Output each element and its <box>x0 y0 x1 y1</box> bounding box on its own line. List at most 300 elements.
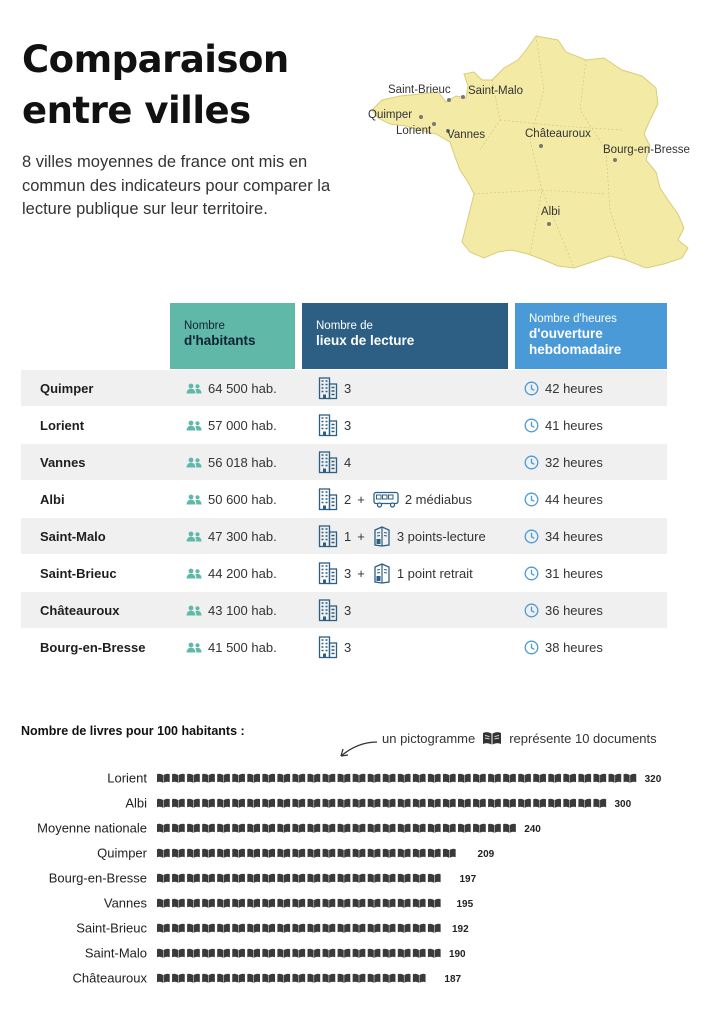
book-pictogram <box>202 899 215 908</box>
book-pictogram <box>443 824 456 833</box>
book-pictogram <box>338 949 351 958</box>
book-pictogram <box>518 774 531 783</box>
book-pictogram <box>368 924 381 933</box>
book-box-icon <box>373 562 391 584</box>
book-pictogram <box>157 824 170 833</box>
book-pictogram <box>232 924 245 933</box>
bus-icon <box>373 491 399 508</box>
plus-sign: + <box>357 565 365 581</box>
value-label: 209 <box>477 849 495 860</box>
pictogram-bar <box>157 774 636 783</box>
building-icon <box>318 598 338 622</box>
lieux-value: 3 <box>344 417 352 433</box>
city-label: Albi <box>541 206 561 218</box>
book-pictogram <box>443 899 456 908</box>
book-pictogram <box>353 824 366 833</box>
curved-arrow-icon <box>333 738 379 762</box>
habitants-cell <box>186 518 277 554</box>
book-pictogram <box>262 899 275 908</box>
book-pictogram <box>217 874 230 883</box>
book-pictogram <box>383 824 396 833</box>
book-pictogram <box>232 824 245 833</box>
header-lieux <box>302 303 508 369</box>
habitants-value: 50 600 hab. <box>208 491 277 507</box>
book-pictogram <box>157 799 170 808</box>
book-pictogram <box>428 799 441 808</box>
people-icon <box>186 420 202 431</box>
city-name: Albi <box>40 491 65 507</box>
book-pictogram <box>443 849 456 858</box>
book-pictogram <box>353 774 366 783</box>
table-row <box>21 555 667 591</box>
table-row <box>21 518 667 554</box>
clock-icon <box>524 381 539 396</box>
book-pictogram <box>368 874 381 883</box>
lieux-cell <box>318 407 351 443</box>
book-pictogram <box>277 924 290 933</box>
book-pictogram <box>548 774 561 783</box>
clock-icon <box>524 640 539 655</box>
book-pictogram <box>172 799 185 808</box>
habitants-value: 56 018 hab. <box>208 454 277 470</box>
legend-text-before: un pictogramme <box>382 730 476 746</box>
category-label: Lorient <box>107 770 147 786</box>
book-pictogram <box>383 874 396 883</box>
header-habitants <box>170 303 295 369</box>
book-box-icon <box>373 525 391 547</box>
habitants-cell <box>186 592 277 628</box>
book-pictogram <box>157 849 170 858</box>
book-pictogram <box>473 774 486 783</box>
habitants-cell <box>186 444 277 480</box>
heures-value: 34 heures <box>545 528 603 544</box>
book-pictogram <box>292 899 305 908</box>
book-pictogram <box>368 974 381 983</box>
table-row <box>21 407 667 443</box>
book-pictogram <box>292 874 305 883</box>
book-pictogram <box>488 824 501 833</box>
book-pictogram <box>353 924 366 933</box>
habitants-value: 44 200 hab. <box>208 565 277 581</box>
book-pictogram <box>262 949 275 958</box>
habitants-cell <box>186 555 277 591</box>
book-pictogram <box>308 799 321 808</box>
book-pictogram <box>247 874 260 883</box>
lieux-cell <box>318 592 351 628</box>
book-pictogram <box>338 874 351 883</box>
value-label: 197 <box>459 874 477 885</box>
book-pictogram <box>353 949 366 958</box>
lieux-value: 3 <box>344 380 352 396</box>
book-pictogram <box>383 949 396 958</box>
book-pictogram <box>323 899 336 908</box>
book-pictogram <box>563 774 576 783</box>
book-pictogram <box>323 924 336 933</box>
book-pictogram <box>172 974 185 983</box>
city-label: Saint-Malo <box>468 85 523 97</box>
value-label: 300 <box>614 799 632 810</box>
book-pictogram <box>503 824 516 833</box>
book-pictogram <box>172 824 185 833</box>
book-pictogram <box>593 774 606 783</box>
lieux-value: 1 <box>344 528 352 544</box>
book-pictogram <box>172 899 185 908</box>
value-label: 320 <box>644 774 662 785</box>
book-pictogram <box>157 949 170 958</box>
book-pictogram <box>232 899 245 908</box>
city-dot <box>419 115 423 119</box>
habitants-cell <box>186 370 277 406</box>
book-pictogram <box>217 849 230 858</box>
book-pictogram <box>413 874 426 883</box>
book-pictogram <box>353 899 366 908</box>
book-pictogram <box>533 799 546 808</box>
book-pictogram <box>398 899 411 908</box>
book-pictogram <box>262 849 275 858</box>
city-name: Saint-Brieuc <box>40 565 117 581</box>
book-pictogram <box>624 774 637 783</box>
book-pictogram <box>202 849 215 858</box>
people-icon <box>186 494 202 505</box>
pictogram-bar <box>157 849 471 858</box>
book-pictogram <box>338 799 351 808</box>
book-pictogram <box>338 774 351 783</box>
heures-value: 41 heures <box>545 417 603 433</box>
category-label: Moyenne nationale <box>37 820 147 836</box>
book-pictogram <box>323 824 336 833</box>
book-pictogram <box>247 924 260 933</box>
building-icon <box>318 450 338 474</box>
heures-cell <box>524 407 603 443</box>
city-dot <box>432 122 436 126</box>
book-pictogram <box>353 974 366 983</box>
value-label: 240 <box>524 824 541 835</box>
book-pictogram <box>428 824 441 833</box>
building-icon <box>318 413 338 437</box>
heures-value: 42 heures <box>545 380 603 396</box>
pictogram-bar <box>157 899 456 908</box>
book-pictogram <box>187 849 200 858</box>
book-pictogram <box>187 974 200 983</box>
book-pictogram <box>262 799 275 808</box>
extra-lieux-label: 2 médiabus <box>404 491 473 507</box>
city-name: Quimper <box>40 380 94 396</box>
building-icon <box>318 524 338 548</box>
book-pictogram <box>398 974 411 983</box>
book-pictogram <box>503 799 516 808</box>
book-pictogram <box>323 849 336 858</box>
habitants-value: 47 300 hab. <box>208 528 277 544</box>
extra-lieux-label: 1 point retrait <box>396 565 473 581</box>
category-label: Saint-Malo <box>84 945 147 961</box>
book-pictogram <box>563 799 576 808</box>
heures-cell <box>524 481 603 517</box>
book-pictogram <box>443 874 456 883</box>
category-label: Saint-Brieuc <box>76 920 147 936</box>
book-pictogram <box>398 774 411 783</box>
city-name: Bourg-en-Bresse <box>40 639 146 655</box>
book-pictogram <box>473 799 486 808</box>
book-pictogram <box>428 974 441 983</box>
book-pictogram <box>398 949 411 958</box>
table-row <box>21 629 667 665</box>
book-pictogram <box>353 874 366 883</box>
book-pictogram <box>323 949 336 958</box>
category-label: Châteauroux <box>72 970 147 986</box>
book-pictogram <box>323 974 336 983</box>
header-habitants-small: Nombre <box>184 320 225 332</box>
book-pictogram <box>187 924 200 933</box>
book-pictogram <box>232 849 245 858</box>
book-pictogram <box>187 774 200 783</box>
book-pictogram <box>413 949 426 958</box>
habitants-cell <box>186 407 277 443</box>
category-label: Albi <box>125 795 147 811</box>
book-pictogram <box>338 849 351 858</box>
city-label: Quimper <box>368 109 413 121</box>
book-pictogram <box>338 974 351 983</box>
book-pictogram <box>292 799 305 808</box>
book-pictogram <box>383 849 396 858</box>
city-label: Lorient <box>396 125 432 137</box>
value-label: 195 <box>456 899 474 910</box>
book-pictogram <box>157 974 170 983</box>
book-pictogram <box>277 874 290 883</box>
heures-cell <box>524 592 603 628</box>
clock-icon <box>524 529 539 544</box>
book-pictogram <box>232 949 245 958</box>
book-pictogram <box>353 849 366 858</box>
book-pictogram <box>247 799 260 808</box>
value-label: 187 <box>444 974 462 985</box>
lieux-value: 2 <box>344 491 352 507</box>
title-line-1: Comparaison <box>22 38 289 81</box>
category-label: Vannes <box>103 895 147 911</box>
clock-icon <box>524 492 539 507</box>
pictogram-bar <box>157 799 606 808</box>
pictogram-bar <box>157 824 516 833</box>
book-pictogram <box>187 799 200 808</box>
pictogram-bar <box>157 974 441 983</box>
book-pictogram <box>368 799 381 808</box>
table-row <box>21 592 667 628</box>
lieux-value: 4 <box>344 454 352 470</box>
book-pictogram <box>428 774 441 783</box>
city-name: Vannes <box>40 454 86 470</box>
building-icon <box>318 635 338 659</box>
book-pictogram <box>428 874 441 883</box>
book-pictogram <box>247 774 260 783</box>
pictogram-bar <box>157 949 441 958</box>
book-pictogram <box>308 849 321 858</box>
heures-value: 44 heures <box>545 491 603 507</box>
book-pictogram <box>609 774 622 783</box>
building-icon <box>318 561 338 585</box>
habitants-value: 43 100 hab. <box>208 602 277 618</box>
lieux-cell <box>318 555 473 591</box>
book-pictogram <box>413 899 426 908</box>
value-label: 192 <box>451 924 469 935</box>
legend-text-after: représente 10 documents <box>509 730 657 746</box>
lieux-value: 3 <box>344 602 352 618</box>
book-pictogram <box>292 824 305 833</box>
book-pictogram <box>353 799 366 808</box>
city-label: Saint-Brieuc <box>388 84 451 96</box>
building-icon <box>318 487 338 511</box>
book-pictogram <box>308 949 321 958</box>
book-pictogram <box>157 899 170 908</box>
france-map <box>360 30 710 290</box>
book-pictogram <box>172 874 185 883</box>
book-pictogram <box>473 824 486 833</box>
header-habitants-bold: d'habitants <box>184 333 256 348</box>
book-pictogram <box>292 924 305 933</box>
pictogram-bar <box>157 874 456 883</box>
habitants-cell <box>186 481 277 517</box>
city-name: Lorient <box>40 417 85 433</box>
header-heures-small: Nombre d'heures <box>529 313 617 325</box>
book-pictogram <box>247 899 260 908</box>
book-pictogram <box>292 974 305 983</box>
book-pictogram <box>217 974 230 983</box>
book-pictogram <box>187 949 200 958</box>
city-dot <box>447 98 451 102</box>
book-pictogram <box>277 974 290 983</box>
book-pictogram <box>157 774 170 783</box>
city-label: Vannes <box>447 129 486 141</box>
book-pictogram <box>217 774 230 783</box>
book-pictogram <box>232 799 245 808</box>
book-pictogram <box>217 899 230 908</box>
plus-sign: + <box>357 528 365 544</box>
book-pictogram <box>428 949 441 958</box>
open-book-icon <box>482 730 502 746</box>
pictogram-chart <box>0 765 718 995</box>
book-pictogram <box>458 824 471 833</box>
book-pictogram <box>172 924 185 933</box>
book-pictogram <box>458 774 471 783</box>
book-pictogram <box>548 799 561 808</box>
book-pictogram <box>413 974 426 983</box>
book-pictogram <box>172 949 185 958</box>
book-pictogram <box>217 924 230 933</box>
book-pictogram <box>232 874 245 883</box>
book-pictogram <box>262 824 275 833</box>
book-pictogram <box>443 799 456 808</box>
book-pictogram <box>368 849 381 858</box>
header-heures <box>515 303 667 369</box>
habitants-value: 41 500 hab. <box>208 639 277 655</box>
book-pictogram <box>202 799 215 808</box>
people-icon <box>186 531 202 542</box>
book-pictogram <box>277 899 290 908</box>
book-pictogram <box>277 949 290 958</box>
book-pictogram <box>292 774 305 783</box>
book-pictogram <box>398 874 411 883</box>
book-pictogram <box>458 849 471 858</box>
book-pictogram <box>187 899 200 908</box>
clock-icon <box>524 566 539 581</box>
clock-icon <box>524 455 539 470</box>
page-title <box>22 34 342 136</box>
book-pictogram <box>292 849 305 858</box>
plus-sign: + <box>357 491 365 507</box>
heures-cell <box>524 629 603 665</box>
pictogram-bar <box>157 924 456 933</box>
book-pictogram <box>428 924 441 933</box>
book-pictogram <box>368 824 381 833</box>
book-pictogram <box>217 799 230 808</box>
book-pictogram <box>428 899 441 908</box>
book-pictogram <box>368 949 381 958</box>
book-pictogram <box>157 874 170 883</box>
book-pictogram <box>277 799 290 808</box>
book-pictogram <box>323 874 336 883</box>
pictogram-legend <box>382 730 657 746</box>
book-pictogram <box>262 924 275 933</box>
book-pictogram <box>383 899 396 908</box>
habitants-value: 57 000 hab. <box>208 417 277 433</box>
book-pictogram <box>458 799 471 808</box>
book-pictogram <box>533 774 546 783</box>
heures-value: 38 heures <box>545 639 603 655</box>
city-dot <box>539 144 543 148</box>
book-pictogram <box>323 799 336 808</box>
book-pictogram <box>398 824 411 833</box>
book-pictogram <box>308 824 321 833</box>
book-pictogram <box>202 774 215 783</box>
heures-cell <box>524 370 603 406</box>
clock-icon <box>524 418 539 433</box>
book-pictogram <box>202 924 215 933</box>
category-label: Quimper <box>97 845 147 861</box>
book-pictogram <box>338 899 351 908</box>
book-pictogram <box>488 774 501 783</box>
people-icon <box>186 383 202 394</box>
page-subtitle: 8 villes moyennes de france ont mis en commun des indicateurs pour comparer la lecture publique sur leur territoire. <box>22 153 331 218</box>
habitants-cell <box>186 629 277 665</box>
book-pictogram <box>503 774 516 783</box>
people-icon <box>186 605 202 616</box>
table-row <box>21 370 667 406</box>
people-icon <box>186 642 202 653</box>
book-pictogram <box>413 924 426 933</box>
heures-cell <box>524 444 603 480</box>
book-pictogram <box>383 799 396 808</box>
city-label: Bourg-en-Bresse <box>603 144 690 156</box>
book-pictogram <box>578 774 591 783</box>
people-icon <box>186 457 202 468</box>
lieux-value: 3 <box>344 565 352 581</box>
book-pictogram <box>247 974 260 983</box>
pictogram-title: Nombre de livres pour 100 habitants : <box>21 724 245 738</box>
city-dot <box>461 95 465 99</box>
book-pictogram <box>202 824 215 833</box>
book-pictogram <box>308 874 321 883</box>
building-icon <box>318 376 338 400</box>
book-pictogram <box>428 849 441 858</box>
city-dot <box>613 158 617 162</box>
book-pictogram <box>488 799 501 808</box>
header-lieux-small: Nombre de <box>316 320 373 332</box>
book-pictogram <box>338 824 351 833</box>
book-pictogram <box>383 974 396 983</box>
lieux-cell <box>318 629 351 665</box>
city-label: Châteauroux <box>525 128 591 140</box>
book-pictogram <box>308 974 321 983</box>
heures-cell <box>524 518 603 554</box>
book-pictogram <box>187 824 200 833</box>
